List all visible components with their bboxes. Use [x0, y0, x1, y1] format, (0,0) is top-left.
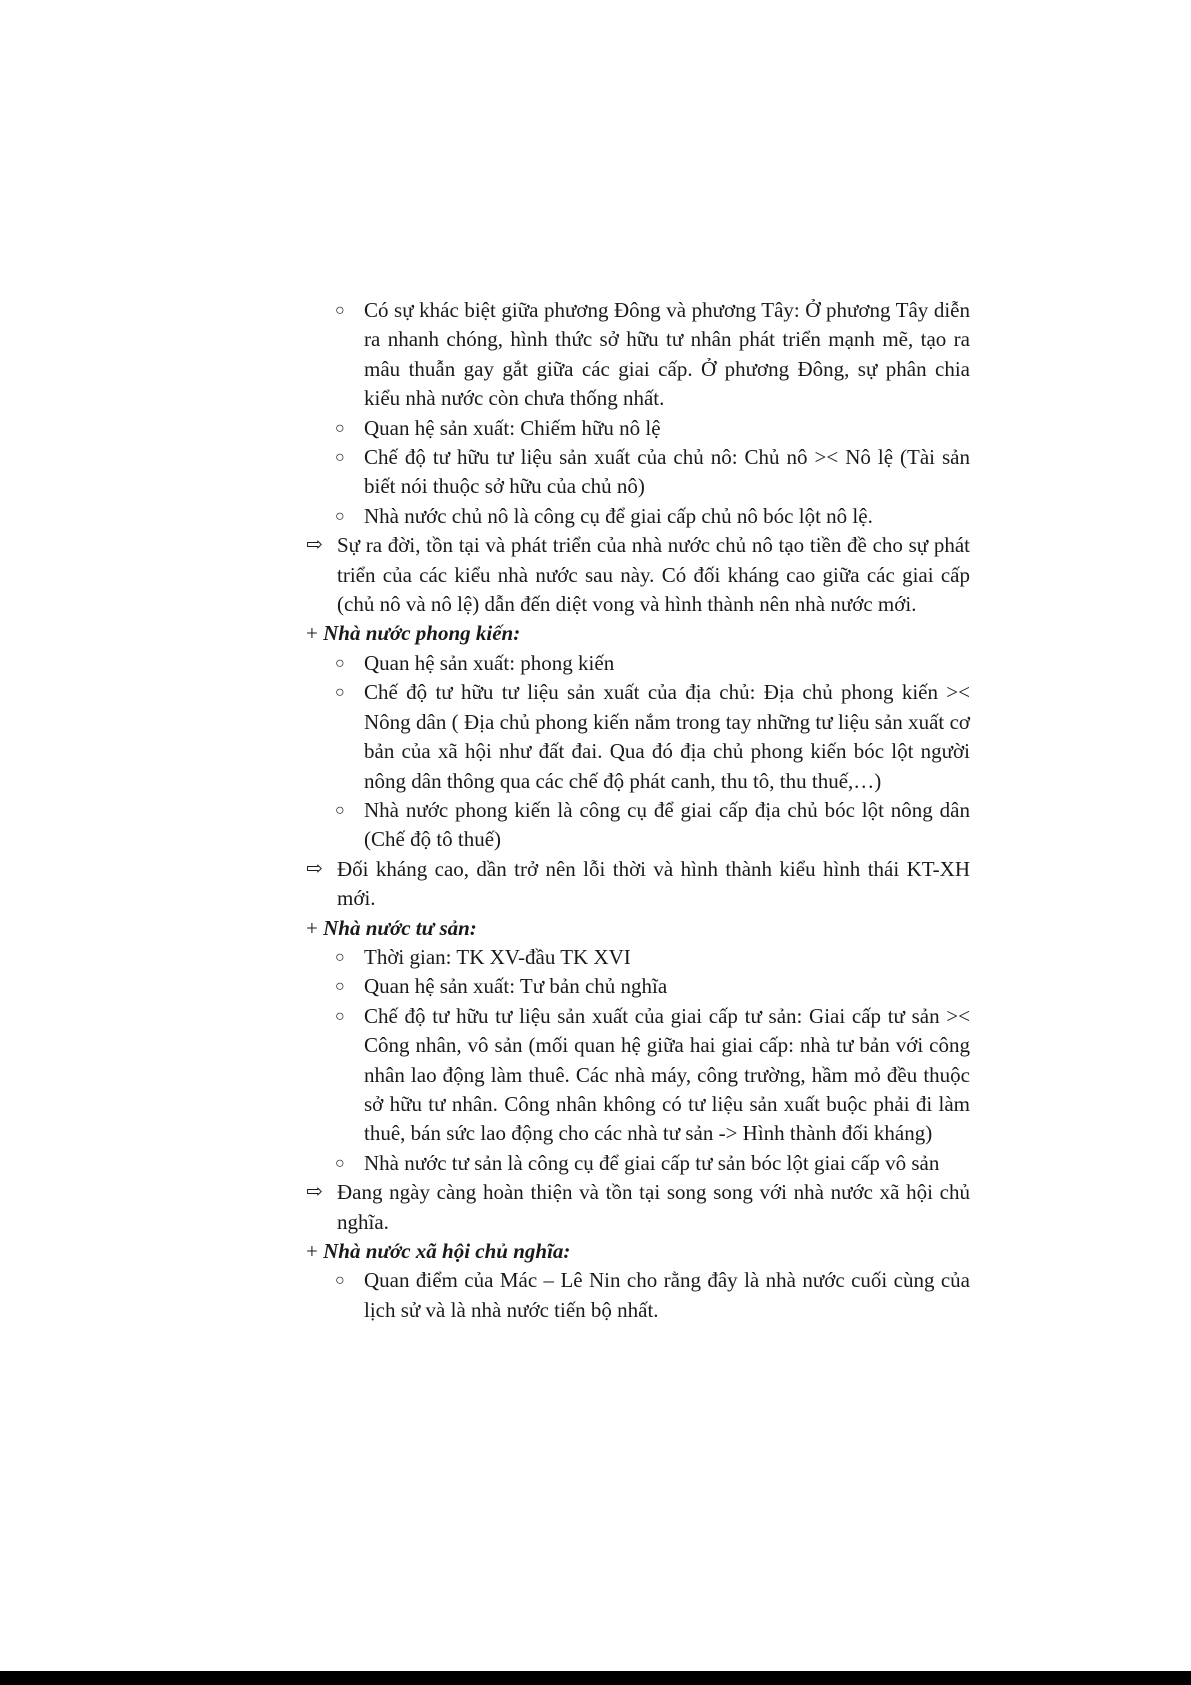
bullet-text: Quan hệ sản xuất: Chiếm hữu nô lệ — [364, 415, 661, 440]
section-heading-text: Nhà nước xã hội chủ nghĩa: — [323, 1239, 571, 1263]
section-heading — [306, 1237, 970, 1266]
conclusion-item — [306, 531, 970, 619]
circle-bullet-icon: ○ — [335, 419, 345, 437]
bottom-edge-bar — [0, 1671, 1191, 1685]
plus-marker: + — [306, 621, 318, 646]
circle-bullet-icon: ○ — [335, 801, 345, 819]
section-heading-text: Nhà nước phong kiến: — [323, 621, 521, 646]
bullet-item — [306, 1002, 970, 1149]
circle-bullet-icon: ○ — [335, 978, 345, 996]
bullet-text: Thời gian: TK XV-đầu TK XVI — [364, 944, 631, 969]
bullet-text: Quan hệ sản xuất: phong kiến — [364, 650, 615, 675]
bullet-item — [306, 943, 970, 972]
section-heading-text: Nhà nước tư sản: — [323, 915, 477, 940]
arrow-right-icon: ⇨ — [306, 534, 323, 557]
bullet-item — [306, 1266, 970, 1325]
bullet-item — [306, 414, 970, 443]
bullet-text: Nhà nước tư sản là công cụ để giai cấp tư sản bóc lột giai cấp vô sản — [364, 1150, 940, 1175]
bullet-text: Có sự khác biệt giữa phương Đông và phương Tây: Ở phương Tây diễn ra nhanh chóng, hình thức sở hữu tư nhân phát triển mạnh mẽ, tạo ra mâu thuẫn gay gắt giữa các giai cấp. Ở phương Đông, sự phân chia kiểu nhà nước còn chưa thống nhất. — [364, 298, 970, 411]
conclusion-text: Sự ra đời, tồn tại và phát triển của nhà nước chủ nô tạo tiền đề cho sự phát triển của các kiểu nhà nước sau này. Có đối kháng cao giữa các giai cấp (chủ nô và nô lệ) dẫn đến diệt vong và hình thành nên nhà nước mới. — [337, 533, 970, 617]
arrow-right-icon: ⇨ — [306, 857, 323, 880]
circle-bullet-icon: ○ — [335, 449, 345, 467]
arrow-right-icon: ⇨ — [306, 1181, 323, 1204]
document-page — [306, 296, 970, 1325]
section-heading — [306, 914, 970, 943]
bullet-item — [306, 972, 970, 1001]
bullet-text: Nhà nước phong kiến là công cụ để giai cấp địa chủ bóc lột nông dân (Chế độ tô thuế) — [364, 797, 970, 852]
bullet-item — [306, 678, 970, 796]
bullet-text: Chế độ tư hữu tư liệu sản xuất của địa chủ: Địa chủ phong kiến >< Nông dân ( Địa chủ phong kiến nắm trong tay những tư liệu sản xuất cơ bản của xã hội như đất đai. Qua đó địa chủ phong kiến bóc lột người nông dân thông qua các chế độ phát canh, thu tô, thu thuế,…) — [364, 680, 970, 793]
conclusion-text: Đối kháng cao, dần trở nên lỗi thời và hình thành kiểu hình thái KT-XH mới. — [337, 856, 970, 911]
conclusion-text: Đang ngày càng hoàn thiện và tồn tại song song với nhà nước xã hội chủ nghĩa. — [337, 1180, 970, 1234]
circle-bullet-icon: ○ — [335, 1272, 345, 1290]
conclusion-item — [306, 855, 970, 914]
circle-bullet-icon: ○ — [335, 684, 345, 702]
plus-marker: + — [306, 915, 318, 940]
bullet-text: Chế độ tư hữu tư liệu sản xuất của chủ nô: Chủ nô >< Nô lệ (Tài sản biết nói thuộc sở hữu của chủ nô) — [364, 445, 970, 499]
bullet-text: Chế độ tư hữu tư liệu sản xuất của giai cấp tư sản: Giai cấp tư sản >< Công nhân, vô sản (mối quan hệ giữa hai giai cấp: nhà tư bản với công nhân lao động làm thuê. Các nhà máy, công trường, hầm mỏ đều thuộc sở hữu tư nhân. Công nhân không có tư liệu sản xuất buộc phải đi làm thuê, bán sức lao động cho các nhà tư sản -> Hình thành đối kháng) — [364, 1003, 970, 1146]
circle-bullet-icon: ○ — [335, 654, 345, 672]
conclusion-item — [306, 1178, 970, 1237]
circle-bullet-icon: ○ — [335, 1007, 345, 1025]
section-heading — [306, 619, 970, 648]
circle-bullet-icon: ○ — [335, 507, 345, 525]
bullet-item — [306, 1149, 970, 1178]
circle-bullet-icon: ○ — [335, 948, 345, 966]
plus-marker: + — [306, 1239, 318, 1263]
bullet-item — [306, 796, 970, 855]
bullet-item — [306, 296, 970, 414]
bullet-text: Quan hệ sản xuất: Tư bản chủ nghĩa — [364, 974, 668, 999]
circle-bullet-icon: ○ — [335, 1154, 345, 1172]
bullet-text: Nhà nước chủ nô là công cụ để giai cấp chủ nô bóc lột nô lệ. — [364, 503, 873, 528]
bullet-item — [306, 649, 970, 678]
circle-bullet-icon: ○ — [335, 302, 345, 319]
bullet-item — [306, 502, 970, 531]
bullet-item — [306, 443, 970, 502]
bullet-text: Quan điểm của Mác – Lê Nin cho rằng đây là nhà nước cuối cùng của lịch sử và là nhà nước tiến bộ nhất. — [364, 1268, 970, 1322]
